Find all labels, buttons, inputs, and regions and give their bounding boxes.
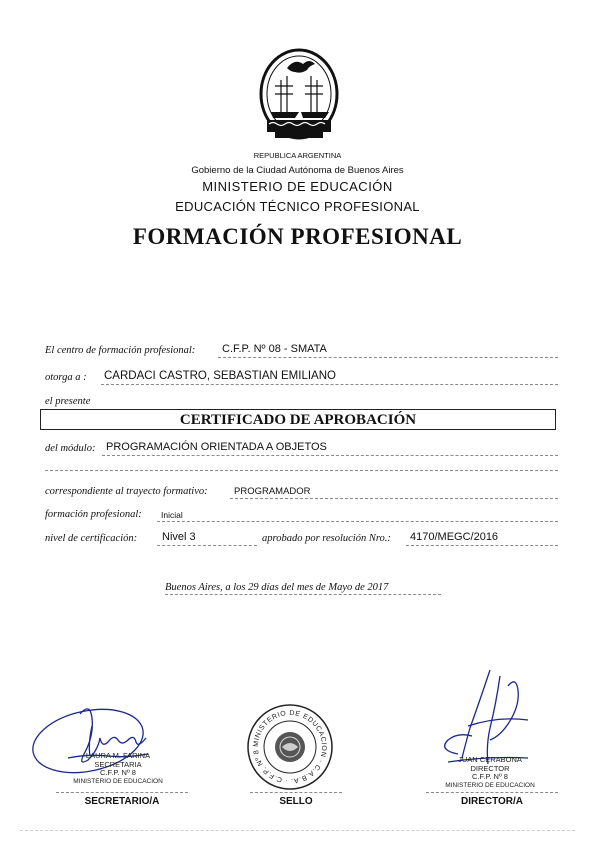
date-line: Buenos Aires, a los 29 días del mes de Mayo de 2017 — [165, 582, 389, 593]
centro-line — [218, 357, 558, 358]
modulo-line-2 — [45, 470, 558, 471]
bottom-rule — [20, 830, 575, 831]
secretary-stamp-name: LAURA M. FARINA — [85, 751, 151, 760]
resolucion-label: aprobado por resolución Nro.: — [262, 533, 391, 544]
director-stamp-name: JUAN CERABONA — [458, 755, 522, 764]
secretary-caption: SECRETARIO/A — [84, 796, 160, 807]
presente-label: el presente — [45, 396, 91, 407]
centro-label: El centro de formación profesional: — [45, 345, 196, 356]
centro-value: C.F.P. Nº 08 - SMATA — [222, 343, 327, 355]
division-label: EDUCACIÓN TÉCNICO PROFESIONAL — [175, 199, 420, 214]
certificate-title-box — [40, 409, 556, 430]
ministry-label: MINISTERIO DE EDUCACIÓN — [202, 179, 393, 194]
modulo-label: del módulo: — [45, 443, 96, 454]
secretary-stamp-cfp: C.F.P. Nº 8 — [100, 768, 136, 777]
nivel-label: nivel de certificación: — [45, 533, 138, 544]
nivel-value: Nivel 3 — [162, 531, 196, 543]
nivel-line — [157, 545, 257, 546]
resolucion-value: 4170/MEGC/2016 — [410, 531, 499, 543]
director-line — [426, 792, 558, 793]
resolucion-line — [406, 545, 558, 546]
seal-line — [250, 792, 342, 793]
director-stamp-role: DIRECTOR — [470, 763, 510, 773]
modulo-value: PROGRAMACIÓN ORIENTADA A OBJETOS — [106, 441, 327, 453]
trayecto-line — [230, 498, 558, 499]
date-underline — [165, 594, 441, 595]
director-stamp-ministry: MINISTERIO DE EDUCACION — [445, 781, 535, 789]
otorga-value: CARDACI CASTRO, SEBASTIAN EMILIANO — [104, 370, 336, 382]
formacion-value: Inicial — [161, 510, 183, 520]
otorga-label: otorga a : — [45, 372, 87, 383]
official-seal — [246, 703, 334, 791]
secretary-line — [56, 792, 188, 793]
trayecto-label: correspondiente al trayecto formativo: — [45, 486, 208, 497]
otorga-line — [101, 384, 558, 385]
seal-caption: SELLO — [279, 796, 313, 807]
secretary-stamp — [60, 752, 176, 786]
secretary-stamp-role: SECRETARIA — [94, 759, 142, 769]
director-stamp — [424, 756, 556, 790]
secretary-stamp-ministry: MINISTERIO DE EDUCACION — [73, 777, 163, 785]
page-title: FORMACIÓN PROFESIONAL — [132, 224, 463, 249]
formacion-line — [157, 521, 558, 522]
formacion-label: formación profesional: — [45, 509, 142, 520]
director-stamp-cfp: C.F.P. Nº 8 — [472, 772, 508, 781]
modulo-line — [102, 455, 558, 456]
seal-text: MINISTERIO DE EDUCACION · C.A.B.A. · C.F.P. Nº 8 — [252, 709, 328, 785]
certificate-title: CERTIFICADO DE APROBACIÓN — [179, 412, 417, 428]
government-label: Gobierno de la Ciudad Autónoma de Buenos Aires — [191, 165, 404, 176]
republic-label: REPUBLICA ARGENTINA — [253, 151, 342, 160]
trayecto-value: PROGRAMADOR — [234, 486, 311, 497]
coat-of-arms-emblem — [257, 46, 341, 146]
director-caption: DIRECTOR/A — [460, 796, 524, 807]
